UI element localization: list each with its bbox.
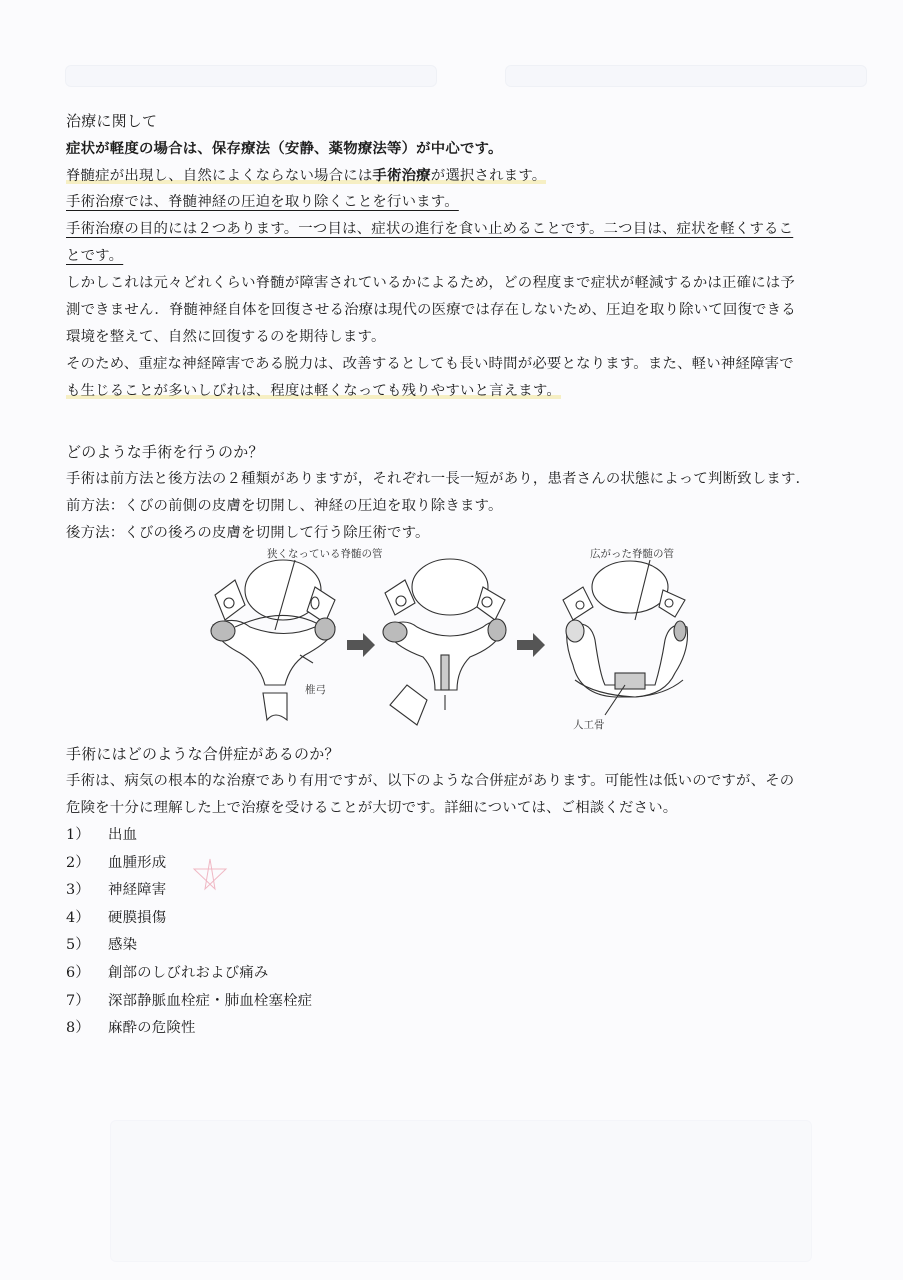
underlined-line: 手術治療では、脊髄神経の圧迫を取り除くことを行います。	[66, 194, 459, 210]
list-number: 3）	[66, 882, 90, 899]
list-number: 1）	[66, 827, 90, 843]
vertebra-narrow-illustration	[211, 560, 335, 720]
bleed-through-illustration	[110, 1120, 812, 1262]
emphasis-text: 手術治療	[372, 167, 431, 184]
figure-label-artificial-bone: 人工骨	[573, 719, 605, 731]
paragraph-line: 後方法：くびの後ろの皮膚を切開して行う除圧術です。	[66, 525, 430, 541]
list-item	[66, 850, 866, 878]
paragraph-line: 危険を十分に理解した上で治療を受けることが大切です。詳細については、ご相談ください。	[66, 800, 678, 816]
paragraph-line: 前方法：くびの前側の皮膚を切開し、神経の圧迫を取り除きます。	[66, 498, 503, 514]
vertebra-widened-illustration	[563, 560, 688, 715]
list-item	[66, 988, 866, 1016]
text-span: 脊髄症が出現し、自然によくならない場合には	[66, 168, 373, 184]
list-item	[66, 1015, 866, 1043]
list-number: 2）	[66, 854, 90, 871]
paragraph-line: 手術は前方法と後方法の２種類がありますが，それぞれ一長一短があり，患者さんの状態によって判断致します.	[66, 471, 801, 487]
list-text: 深部静脈血栓症・肺血栓塞栓症	[108, 992, 313, 1009]
section-heading: 治療に関して	[66, 112, 158, 130]
list-text: 神経障害	[108, 882, 167, 899]
list-text: 出血	[108, 827, 138, 843]
list-item	[66, 960, 866, 988]
section-treatment	[66, 108, 866, 405]
list-number: 7）	[66, 992, 90, 1009]
paragraph-line: 手術は、病気の根本的な治療であり有用ですが、以下のような合併症があります。可能性は低いのですが、その	[66, 773, 795, 789]
figure-label-widened-canal: 広がった脊髄の管	[590, 548, 674, 560]
list-number: 6）	[66, 964, 90, 981]
list-number: 8）	[66, 1020, 90, 1037]
vertebra-cut-illustration	[383, 559, 506, 725]
list-text: 麻酔の危険性	[108, 1020, 196, 1037]
lead-sentence: 症状が軽度の場合は、保存療法（安静、薬物療法等）が中心です。	[66, 140, 503, 157]
star-mark-icon	[190, 855, 230, 895]
list-text: 創部のしびれおよび痛み	[108, 964, 269, 981]
list-item	[66, 932, 866, 960]
list-number: 5）	[66, 937, 90, 954]
bleed-through-panel	[65, 65, 437, 87]
arrow-right-icon	[517, 633, 545, 657]
complication-list	[66, 822, 866, 1043]
section-heading: どのような手術を行うのか？	[66, 443, 264, 461]
list-text: 血腫形成	[108, 854, 167, 871]
paragraph-line: 環境を整えて、自然に回復するのを期待します。	[66, 329, 386, 345]
list-item	[66, 822, 866, 850]
list-text: 感染	[108, 937, 138, 954]
list-item	[66, 877, 866, 905]
underlined-line: 手術治療の目的には２つあります。一つ目は、症状の進行を食い止めることです。二つ目は、症状を軽くするこ	[66, 221, 794, 237]
text-span: が選択されます。	[430, 168, 547, 184]
figure-label-lamina: 椎弓	[305, 684, 326, 696]
paragraph-line: しかしこれは元々どれくらい脊髄が障害されているかによるため，どの程度まで症状が軽減するかは正確には予	[66, 275, 795, 291]
list-item	[66, 905, 866, 933]
section-heading: 手術にはどのような合併症があるのか？	[66, 745, 340, 763]
paragraph-line	[66, 162, 866, 189]
paragraph-line: そのため、重症な神経障害である脱力は、改善するとしても長い時間が必要となります。また、軽い神経障害で	[66, 356, 794, 372]
section-surgery-type	[66, 439, 866, 547]
figure-label-narrow-canal: 狭くなっている脊髄の管	[267, 548, 383, 560]
paragraph-line: 測できません．脊髄神経自体を回復させる治療は現代の医療では存在しないため、圧迫を取り除いて回復できる	[66, 302, 796, 318]
text-span: も生じることが多いしびれは、程度は軽くなっても残りやすいと言えます。	[66, 383, 561, 399]
underlined-line: とです。	[66, 248, 124, 264]
section-complications	[66, 741, 866, 1043]
list-text: 硬膜損傷	[108, 909, 167, 926]
bleed-through-panel	[505, 65, 867, 87]
laminoplasty-diagram	[195, 545, 715, 735]
paragraph-line	[66, 378, 866, 405]
arrow-right-icon	[347, 633, 375, 657]
list-number: 4）	[66, 909, 90, 926]
